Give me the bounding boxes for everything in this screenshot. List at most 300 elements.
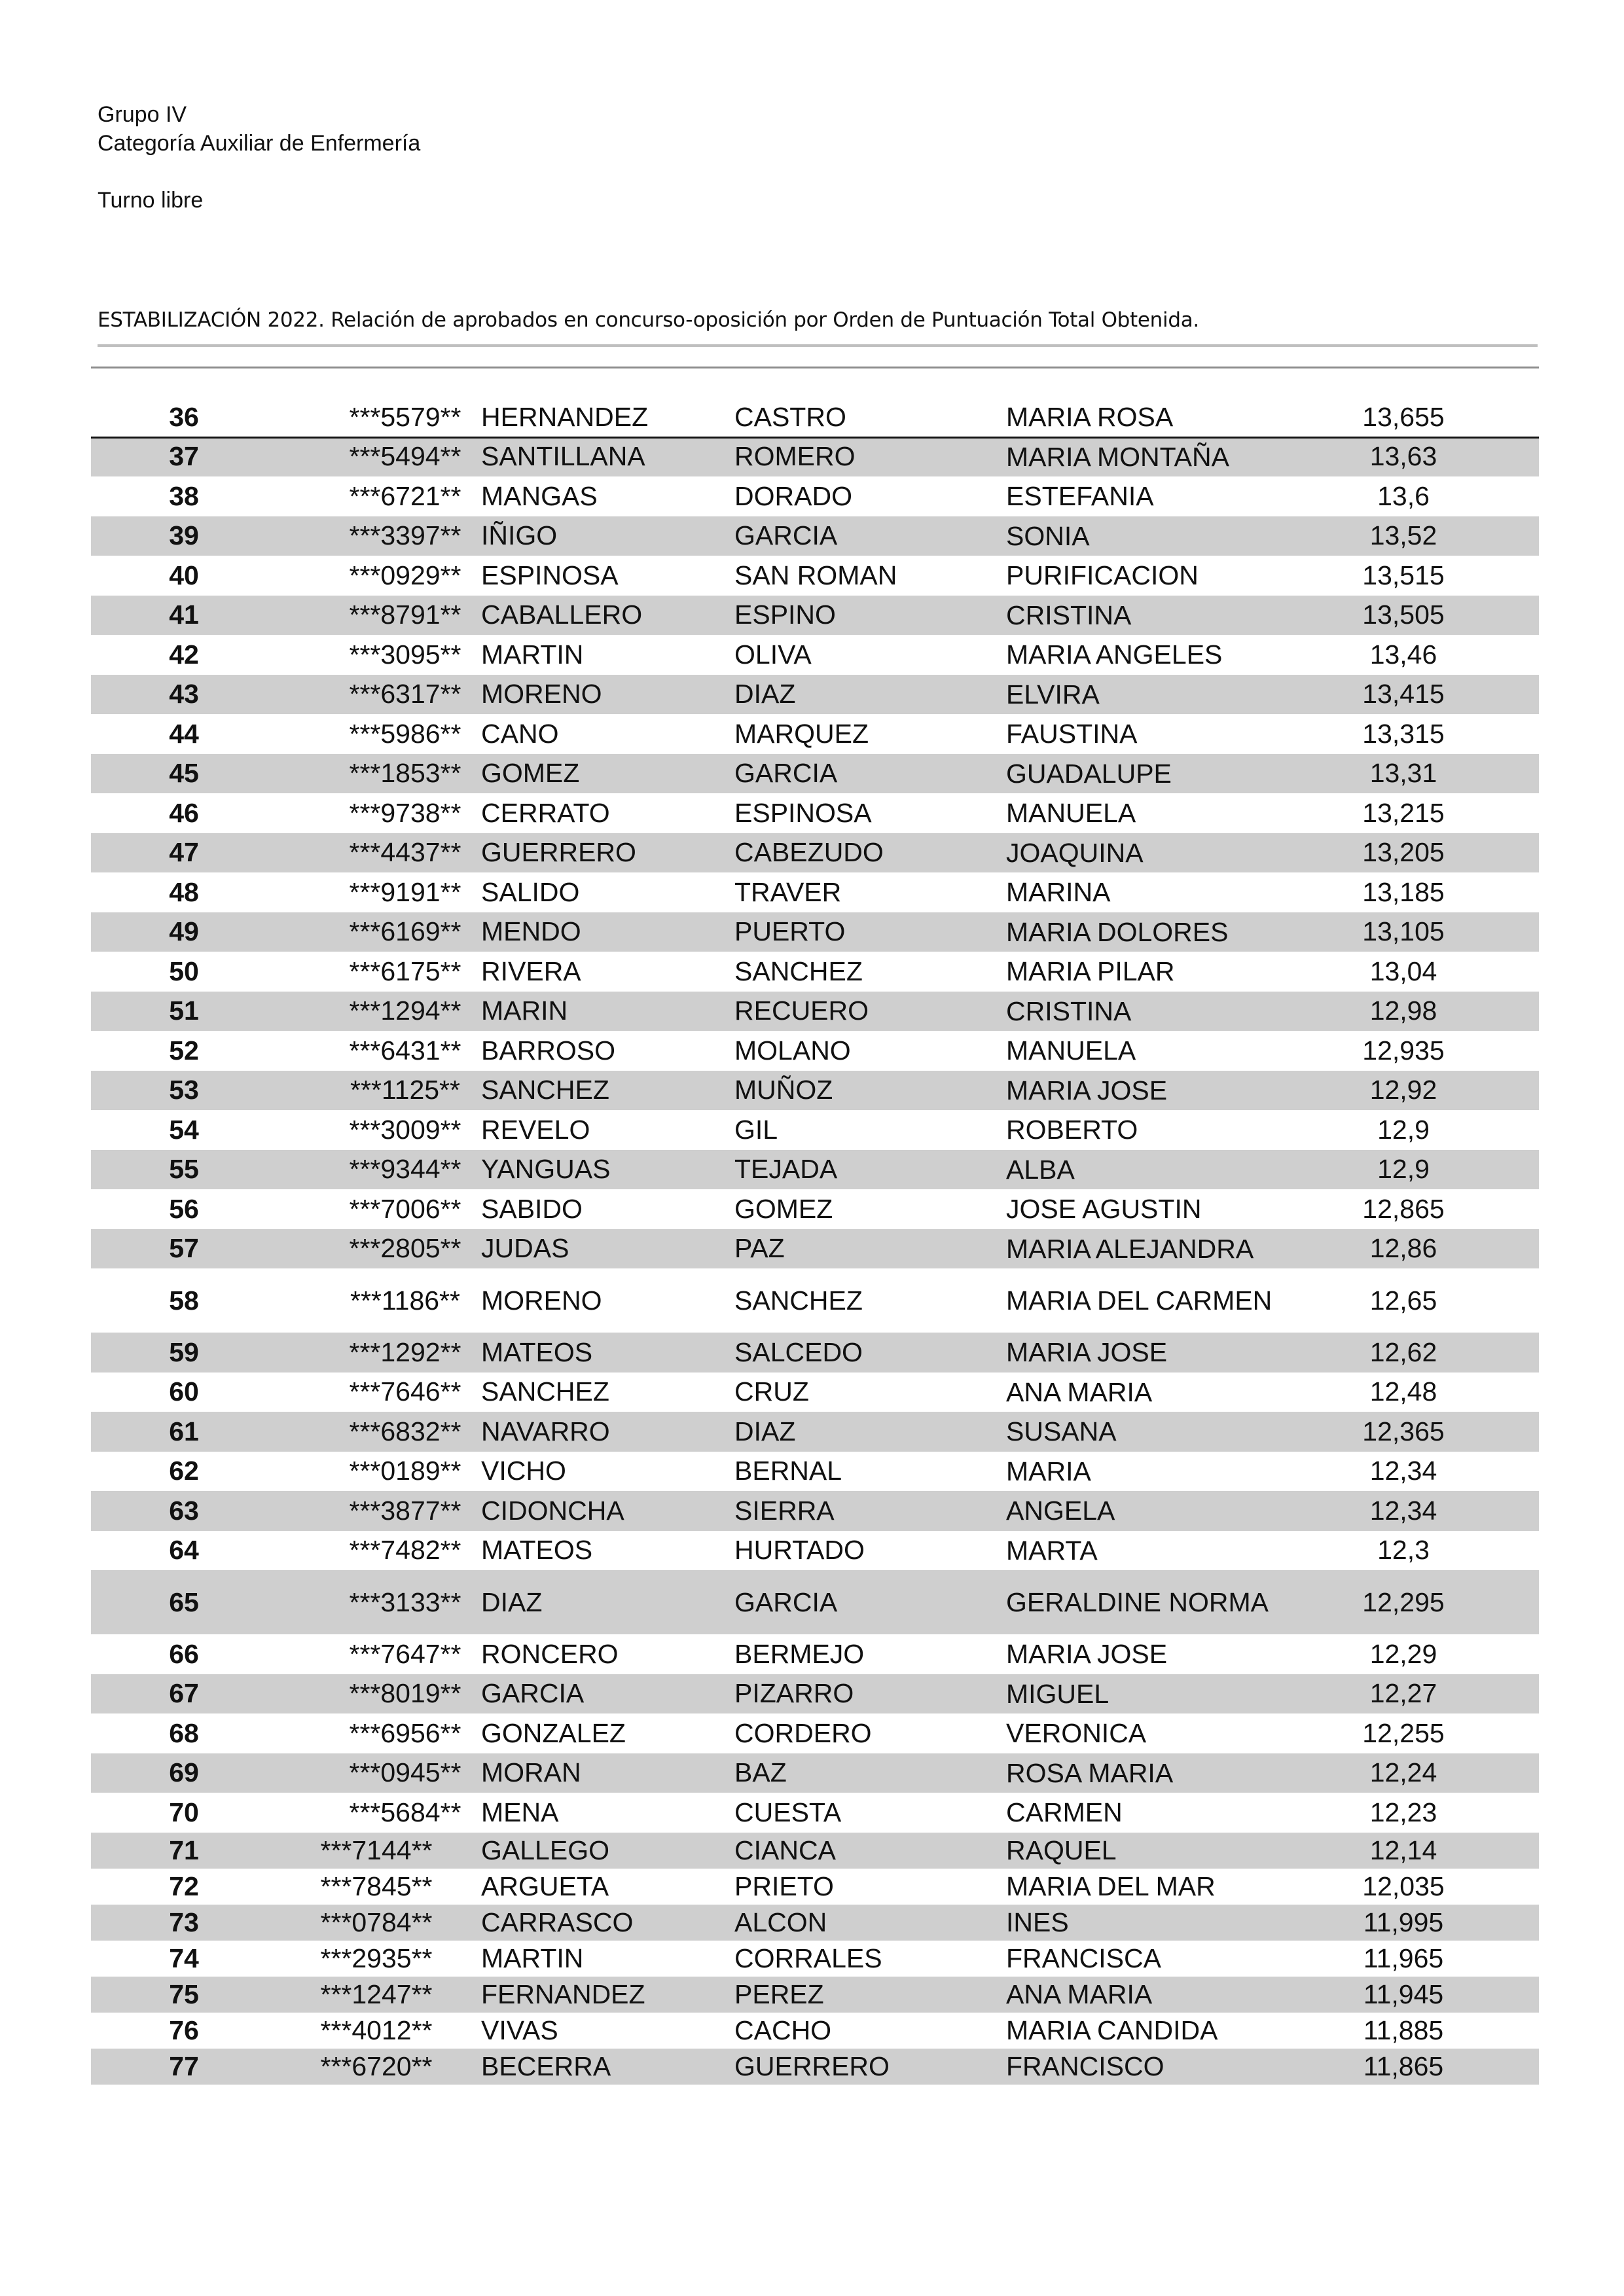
- table-row: [91, 635, 1539, 675]
- row-name: FRANCISCA: [1006, 1943, 1161, 1973]
- row-name: CRISTINA: [1006, 600, 1132, 630]
- row-name: ANA MARIA: [1006, 1979, 1153, 2009]
- table-row: [91, 437, 1539, 477]
- row-score: 11,945: [1363, 1979, 1444, 2009]
- row-name: MARIA ANGELES: [1006, 639, 1223, 670]
- category-label: Categoría Auxiliar de Enfermería: [98, 131, 421, 156]
- row-name: MARIA ALEJANDRA: [1006, 1233, 1254, 1264]
- row-dni: ***5986**: [349, 718, 461, 749]
- row-number: 60: [169, 1376, 199, 1407]
- table-row: [91, 1713, 1539, 1753]
- row-number: 41: [169, 600, 199, 630]
- row-number: 57: [169, 1233, 199, 1264]
- row-second-surname: PAZ: [734, 1233, 785, 1264]
- table-row: [91, 1412, 1539, 1452]
- row-name: MARINA: [1006, 877, 1111, 908]
- row-first-surname: SANCHEZ: [481, 1376, 609, 1407]
- row-second-surname: BERNAL: [734, 1456, 842, 1486]
- row-dni: ***4437**: [349, 837, 461, 868]
- row-second-surname: ESPINO: [734, 600, 836, 630]
- row-first-surname: SABIDO: [481, 1193, 583, 1224]
- row-dni: ***9344**: [349, 1154, 461, 1185]
- row-first-surname: VICHO: [481, 1456, 566, 1486]
- table-row: [91, 714, 1539, 754]
- row-dni: ***5579**: [349, 401, 461, 432]
- row-number: 40: [169, 560, 199, 590]
- row-dni: ***1853**: [349, 758, 461, 789]
- row-second-surname: SALCEDO: [734, 1336, 863, 1367]
- table-row: [91, 397, 1539, 437]
- row-second-surname: BERMEJO: [734, 1638, 865, 1669]
- table-row: [91, 1833, 1539, 1869]
- row-dni: ***7144**: [320, 1835, 433, 1865]
- row-first-surname: ARGUETA: [481, 1871, 609, 1901]
- row-score: 13,315: [1362, 718, 1445, 749]
- row-first-surname: SANCHEZ: [481, 1075, 609, 1105]
- row-first-surname: REVELO: [481, 1114, 590, 1145]
- table-row: [91, 1941, 1539, 1977]
- row-second-surname: PUERTO: [734, 916, 846, 947]
- row-dni: ***6832**: [349, 1416, 461, 1446]
- row-dni: ***0945**: [349, 1757, 461, 1788]
- row-second-surname: SANCHEZ: [734, 1285, 863, 1316]
- row-name: MARIA DOLORES: [1006, 916, 1229, 947]
- row-name: MIGUEL: [1006, 1678, 1110, 1709]
- table-row: [91, 1869, 1539, 1905]
- row-dni: ***6720**: [320, 2051, 433, 2081]
- row-number: 47: [169, 837, 199, 868]
- row-score: 12,865: [1362, 1193, 1445, 1224]
- row-second-surname: MARQUEZ: [734, 718, 869, 749]
- row-number: 54: [169, 1114, 199, 1145]
- row-dni: ***5684**: [349, 1797, 461, 1827]
- row-first-surname: MARTIN: [481, 1943, 584, 1973]
- first-row-rule: [91, 437, 1539, 439]
- row-number: 38: [169, 480, 199, 511]
- row-score: 12,65: [1369, 1285, 1437, 1316]
- row-first-surname: RONCERO: [481, 1638, 619, 1669]
- row-first-surname: VIVAS: [481, 2015, 558, 2045]
- group-label: Grupo IV: [98, 102, 187, 127]
- row-second-surname: MOLANO: [734, 1035, 851, 1066]
- table-row: [91, 2013, 1539, 2049]
- row-number: 46: [169, 797, 199, 828]
- row-number: 45: [169, 758, 199, 789]
- row-dni: ***0189**: [349, 1456, 461, 1486]
- row-number: 48: [169, 876, 199, 907]
- row-score: 12,34: [1369, 1456, 1437, 1486]
- row-dni: ***2935**: [320, 1943, 433, 1973]
- row-first-surname: BECERRA: [481, 2051, 611, 2081]
- row-second-surname: ROMERO: [734, 441, 856, 472]
- row-number: 73: [169, 1907, 199, 1937]
- row-score: 12,255: [1362, 1717, 1445, 1748]
- row-name: ELVIRA: [1006, 679, 1100, 709]
- row-name: MANUELA: [1006, 798, 1136, 829]
- row-first-surname: GOMEZ: [481, 758, 580, 789]
- row-number: 70: [169, 1797, 199, 1827]
- row-number: 66: [169, 1638, 199, 1669]
- row-score: 13,46: [1369, 639, 1437, 670]
- row-second-surname: OLIVA: [734, 639, 812, 670]
- row-number: 36: [169, 401, 199, 432]
- row-first-surname: ESPINOSA: [481, 560, 619, 590]
- row-first-surname: GALLEGO: [481, 1835, 609, 1865]
- table-row: [91, 754, 1539, 794]
- row-second-surname: DIAZ: [734, 1416, 796, 1446]
- row-dni: ***7646**: [349, 1376, 461, 1407]
- row-second-surname: SAN ROMAN: [734, 560, 897, 590]
- row-score: 12,86: [1369, 1233, 1437, 1264]
- row-score: 12,48: [1369, 1376, 1437, 1407]
- row-number: 77: [169, 2051, 199, 2081]
- row-dni: ***8019**: [349, 1678, 461, 1709]
- row-second-surname: CUESTA: [734, 1797, 842, 1827]
- row-name: PURIFICACION: [1006, 560, 1199, 591]
- row-score: 13,505: [1362, 600, 1445, 630]
- row-first-surname: HERNANDEZ: [481, 401, 649, 432]
- row-second-surname: GOMEZ: [734, 1193, 833, 1224]
- row-score: 12,935: [1362, 1035, 1445, 1066]
- row-name: MARIA CANDIDA: [1006, 2015, 1218, 2045]
- row-dni: ***1247**: [320, 1979, 433, 2009]
- row-score: 12,9: [1377, 1114, 1430, 1145]
- row-first-surname: MARTIN: [481, 639, 584, 670]
- table-row: [91, 1372, 1539, 1412]
- row-name: ANA MARIA: [1006, 1376, 1153, 1407]
- table-row: [91, 1268, 1539, 1333]
- row-second-surname: GUERRERO: [734, 2051, 890, 2081]
- table-row: [91, 1753, 1539, 1793]
- row-name: MARIA DEL MAR: [1006, 1871, 1216, 1901]
- row-dni: ***6317**: [349, 679, 461, 709]
- row-name: MARIA JOSE: [1006, 1639, 1168, 1670]
- row-number: 42: [169, 639, 199, 670]
- table-row: [91, 952, 1539, 992]
- row-second-surname: GARCIA: [734, 758, 838, 789]
- row-score: 12,34: [1369, 1495, 1437, 1526]
- row-first-surname: GARCIA: [481, 1678, 585, 1709]
- row-score: 13,215: [1362, 797, 1445, 828]
- row-dni: ***7006**: [349, 1193, 461, 1224]
- row-name: CRISTINA: [1006, 996, 1132, 1026]
- row-first-surname: MORAN: [481, 1757, 581, 1788]
- row-name: MANUELA: [1006, 1035, 1136, 1066]
- row-dni: ***7482**: [349, 1535, 461, 1566]
- row-number: 64: [169, 1535, 199, 1566]
- row-first-surname: MATEOS: [481, 1535, 593, 1566]
- row-second-surname: SANCHEZ: [734, 956, 863, 986]
- row-score: 12,27: [1369, 1678, 1437, 1709]
- row-name: SONIA: [1006, 520, 1090, 551]
- row-number: 51: [169, 996, 199, 1026]
- row-score: 13,185: [1362, 876, 1445, 907]
- row-number: 37: [169, 441, 199, 472]
- row-first-surname: MORENO: [481, 1285, 602, 1316]
- row-number: 55: [169, 1154, 199, 1185]
- row-score: 11,965: [1363, 1943, 1444, 1973]
- row-name: FRANCISCO: [1006, 2051, 1164, 2081]
- row-first-surname: GUERRERO: [481, 837, 636, 868]
- row-first-surname: RIVERA: [481, 956, 581, 986]
- row-second-surname: GIL: [734, 1114, 778, 1145]
- row-number: 43: [169, 679, 199, 709]
- row-score: 13,31: [1369, 758, 1437, 789]
- row-score: 13,63: [1369, 441, 1437, 472]
- row-name: ALBA: [1006, 1154, 1075, 1185]
- table-row: [91, 1229, 1539, 1269]
- row-number: 65: [169, 1587, 199, 1617]
- row-second-surname: PRIETO: [734, 1871, 834, 1901]
- row-second-surname: CORRALES: [734, 1943, 882, 1973]
- row-second-surname: CACHO: [734, 2015, 832, 2045]
- row-dni: ***8791**: [349, 600, 461, 630]
- row-score: 12,295: [1362, 1587, 1445, 1617]
- table-row: [91, 793, 1539, 833]
- row-dni: ***2805**: [349, 1233, 461, 1264]
- row-first-surname: SANTILLANA: [481, 441, 645, 472]
- table-row: [91, 912, 1539, 952]
- row-score: 13,515: [1362, 560, 1445, 590]
- row-dni: ***1186**: [350, 1285, 460, 1316]
- row-score: 13,205: [1362, 837, 1445, 868]
- row-dni: ***3877**: [349, 1495, 461, 1526]
- row-score: 12,92: [1369, 1075, 1437, 1105]
- row-number: 67: [169, 1678, 199, 1709]
- row-first-surname: NAVARRO: [481, 1416, 610, 1446]
- row-score: 13,04: [1369, 956, 1437, 986]
- row-number: 68: [169, 1717, 199, 1748]
- row-score: 12,98: [1369, 996, 1437, 1026]
- row-dni: ***7845**: [320, 1871, 433, 1901]
- row-second-surname: CORDERO: [734, 1717, 872, 1748]
- table-row: [91, 1491, 1539, 1531]
- row-dni: ***3133**: [349, 1587, 461, 1617]
- row-name: FAUSTINA: [1006, 719, 1138, 749]
- table-row: [91, 1071, 1539, 1111]
- row-dni: ***3009**: [349, 1114, 461, 1145]
- row-score: 13,105: [1362, 916, 1445, 947]
- row-first-surname: JUDAS: [481, 1233, 569, 1264]
- row-second-surname: GARCIA: [734, 1587, 838, 1617]
- row-first-surname: CARRASCO: [481, 1907, 634, 1937]
- table-row: [91, 1189, 1539, 1229]
- row-first-surname: MORENO: [481, 679, 602, 709]
- row-first-surname: YANGUAS: [481, 1154, 611, 1185]
- table-row: [91, 476, 1539, 516]
- table-row: [91, 1905, 1539, 1941]
- row-number: 69: [169, 1757, 199, 1788]
- row-name: GERALDINE NORMA: [1006, 1587, 1269, 1617]
- row-dni: ***0929**: [349, 560, 461, 590]
- row-first-surname: CERRATO: [481, 797, 610, 828]
- table-row: [91, 1031, 1539, 1071]
- row-second-surname: SIERRA: [734, 1495, 835, 1526]
- row-score: 11,865: [1363, 2051, 1444, 2081]
- row-name: GUADALUPE: [1006, 758, 1172, 789]
- table-row: [91, 596, 1539, 636]
- row-dni: ***3095**: [349, 639, 461, 670]
- row-number: 53: [169, 1075, 199, 1105]
- row-name: MARIA PILAR: [1006, 956, 1175, 987]
- row-number: 71: [169, 1835, 199, 1865]
- row-dni: ***1292**: [349, 1336, 461, 1367]
- row-first-surname: MANGAS: [481, 480, 598, 511]
- row-score: 12,23: [1369, 1797, 1437, 1827]
- table-row: [91, 1150, 1539, 1190]
- table-caption: ESTABILIZACIÓN 2022. Relación de aprobados en concurso-oposición por Orden de Puntuación Total Obtenida.: [98, 308, 1199, 332]
- row-first-surname: IÑIGO: [481, 520, 558, 551]
- row-number: 62: [169, 1456, 199, 1486]
- row-name: CARMEN: [1006, 1797, 1123, 1828]
- row-number: 52: [169, 1035, 199, 1066]
- row-score: 13,52: [1369, 520, 1437, 551]
- table-row: [91, 1674, 1539, 1714]
- table-row: [91, 2049, 1539, 2085]
- row-name: MARIA ROSA: [1006, 402, 1174, 433]
- row-score: 12,365: [1362, 1416, 1445, 1446]
- row-first-surname: CIDONCHA: [481, 1495, 624, 1526]
- row-score: 12,3: [1377, 1535, 1430, 1566]
- row-dni: ***1294**: [349, 996, 461, 1026]
- row-name: INES: [1006, 1907, 1069, 1937]
- row-first-surname: GONZALEZ: [481, 1717, 626, 1748]
- row-second-surname: CRUZ: [734, 1376, 809, 1407]
- row-dni: ***9191**: [349, 876, 461, 907]
- row-dni: ***1125**: [350, 1075, 460, 1105]
- row-number: 56: [169, 1193, 199, 1224]
- row-number: 61: [169, 1416, 199, 1446]
- row-second-surname: TEJADA: [734, 1154, 838, 1185]
- table-row: [91, 833, 1539, 873]
- row-name: MARIA DEL CARMEN: [1006, 1285, 1272, 1316]
- row-number: 75: [169, 1979, 199, 2009]
- table-row: [91, 1333, 1539, 1372]
- row-first-surname: MATEOS: [481, 1336, 593, 1367]
- row-name: MARIA MONTAÑA: [1006, 441, 1229, 472]
- table-row: [91, 1110, 1539, 1150]
- row-first-surname: DIAZ: [481, 1587, 543, 1617]
- row-dni: ***6175**: [349, 956, 461, 986]
- row-dni: ***6169**: [349, 916, 461, 947]
- row-name: ROBERTO: [1006, 1115, 1138, 1145]
- row-second-surname: ALCON: [734, 1907, 827, 1937]
- row-name: MARIA JOSE: [1006, 1075, 1168, 1105]
- row-dni: ***6956**: [349, 1717, 461, 1748]
- row-name: RAQUEL: [1006, 1835, 1117, 1865]
- row-dni: ***4012**: [320, 2015, 433, 2045]
- row-second-surname: DORADO: [734, 480, 852, 511]
- row-second-surname: RECUERO: [734, 996, 869, 1026]
- table-row: [91, 1570, 1539, 1634]
- row-first-surname: MENDO: [481, 916, 581, 947]
- row-name: MARIA JOSE: [1006, 1337, 1168, 1368]
- row-name: ROSA MARIA: [1006, 1757, 1174, 1788]
- table-row: [91, 872, 1539, 912]
- table-row: [91, 1531, 1539, 1571]
- row-number: 72: [169, 1871, 199, 1901]
- row-first-surname: MARIN: [481, 996, 568, 1026]
- row-name: VERONICA: [1006, 1718, 1147, 1749]
- row-first-surname: CANO: [481, 718, 559, 749]
- row-second-surname: PIZARRO: [734, 1678, 854, 1709]
- row-number: 44: [169, 718, 199, 749]
- row-name: JOSE AGUSTIN: [1006, 1194, 1202, 1225]
- row-name: ESTEFANIA: [1006, 481, 1154, 512]
- row-second-surname: CIANCA: [734, 1835, 836, 1865]
- row-second-surname: GARCIA: [734, 520, 838, 551]
- row-name: JOAQUINA: [1006, 837, 1144, 868]
- row-score: 13,6: [1377, 480, 1430, 511]
- row-number: 59: [169, 1336, 199, 1367]
- table-row: [91, 1452, 1539, 1492]
- results-table: [91, 0, 1539, 2296]
- row-second-surname: BAZ: [734, 1757, 787, 1788]
- row-second-surname: MUÑOZ: [734, 1075, 833, 1105]
- row-score: 13,655: [1362, 401, 1445, 432]
- row-second-surname: HURTADO: [734, 1535, 865, 1566]
- row-name: SUSANA: [1006, 1416, 1117, 1447]
- row-score: 13,415: [1362, 679, 1445, 709]
- row-first-surname: BARROSO: [481, 1035, 616, 1066]
- row-name: ANGELA: [1006, 1496, 1115, 1526]
- row-second-surname: ESPINOSA: [734, 797, 872, 828]
- row-score: 12,62: [1369, 1336, 1437, 1367]
- row-dni: ***6721**: [349, 480, 461, 511]
- row-dni: ***0784**: [320, 1907, 433, 1937]
- row-number: 50: [169, 956, 199, 986]
- table-row: [91, 1977, 1539, 2013]
- row-second-surname: CABEZUDO: [734, 837, 884, 868]
- row-second-surname: CASTRO: [734, 401, 846, 432]
- table-row: [91, 675, 1539, 715]
- row-second-surname: PEREZ: [734, 1979, 824, 2009]
- row-first-surname: FERNANDEZ: [481, 1979, 645, 2009]
- row-dni: ***3397**: [349, 520, 461, 551]
- row-score: 12,9: [1377, 1154, 1430, 1185]
- row-score: 11,995: [1363, 1907, 1444, 1937]
- row-name: MARTA: [1006, 1535, 1098, 1566]
- row-number: 76: [169, 2015, 199, 2045]
- row-number: 58: [169, 1285, 199, 1316]
- row-second-surname: TRAVER: [734, 876, 842, 907]
- table-row: [91, 1634, 1539, 1674]
- row-dni: ***9738**: [349, 797, 461, 828]
- row-score: 12,24: [1369, 1757, 1437, 1788]
- row-dni: ***6431**: [349, 1035, 461, 1066]
- row-number: 63: [169, 1495, 199, 1526]
- row-number: 39: [169, 520, 199, 551]
- row-number: 49: [169, 916, 199, 947]
- row-dni: ***5494**: [349, 441, 461, 472]
- row-first-surname: CABALLERO: [481, 600, 643, 630]
- row-score: 12,29: [1369, 1638, 1437, 1669]
- row-score: 12,14: [1369, 1835, 1437, 1865]
- row-first-surname: MENA: [481, 1797, 559, 1827]
- row-score: 12,035: [1362, 1871, 1445, 1901]
- turno-label: Turno libre: [98, 188, 204, 213]
- row-dni: ***7647**: [349, 1638, 461, 1669]
- row-second-surname: DIAZ: [734, 679, 796, 709]
- table-row: [91, 1793, 1539, 1833]
- row-score: 11,885: [1363, 2015, 1444, 2045]
- row-first-surname: SALIDO: [481, 876, 580, 907]
- table-row: [91, 556, 1539, 596]
- row-name: MARIA: [1006, 1456, 1091, 1486]
- table-row: [91, 992, 1539, 1031]
- row-number: 74: [169, 1943, 199, 1973]
- table-row: [91, 516, 1539, 556]
